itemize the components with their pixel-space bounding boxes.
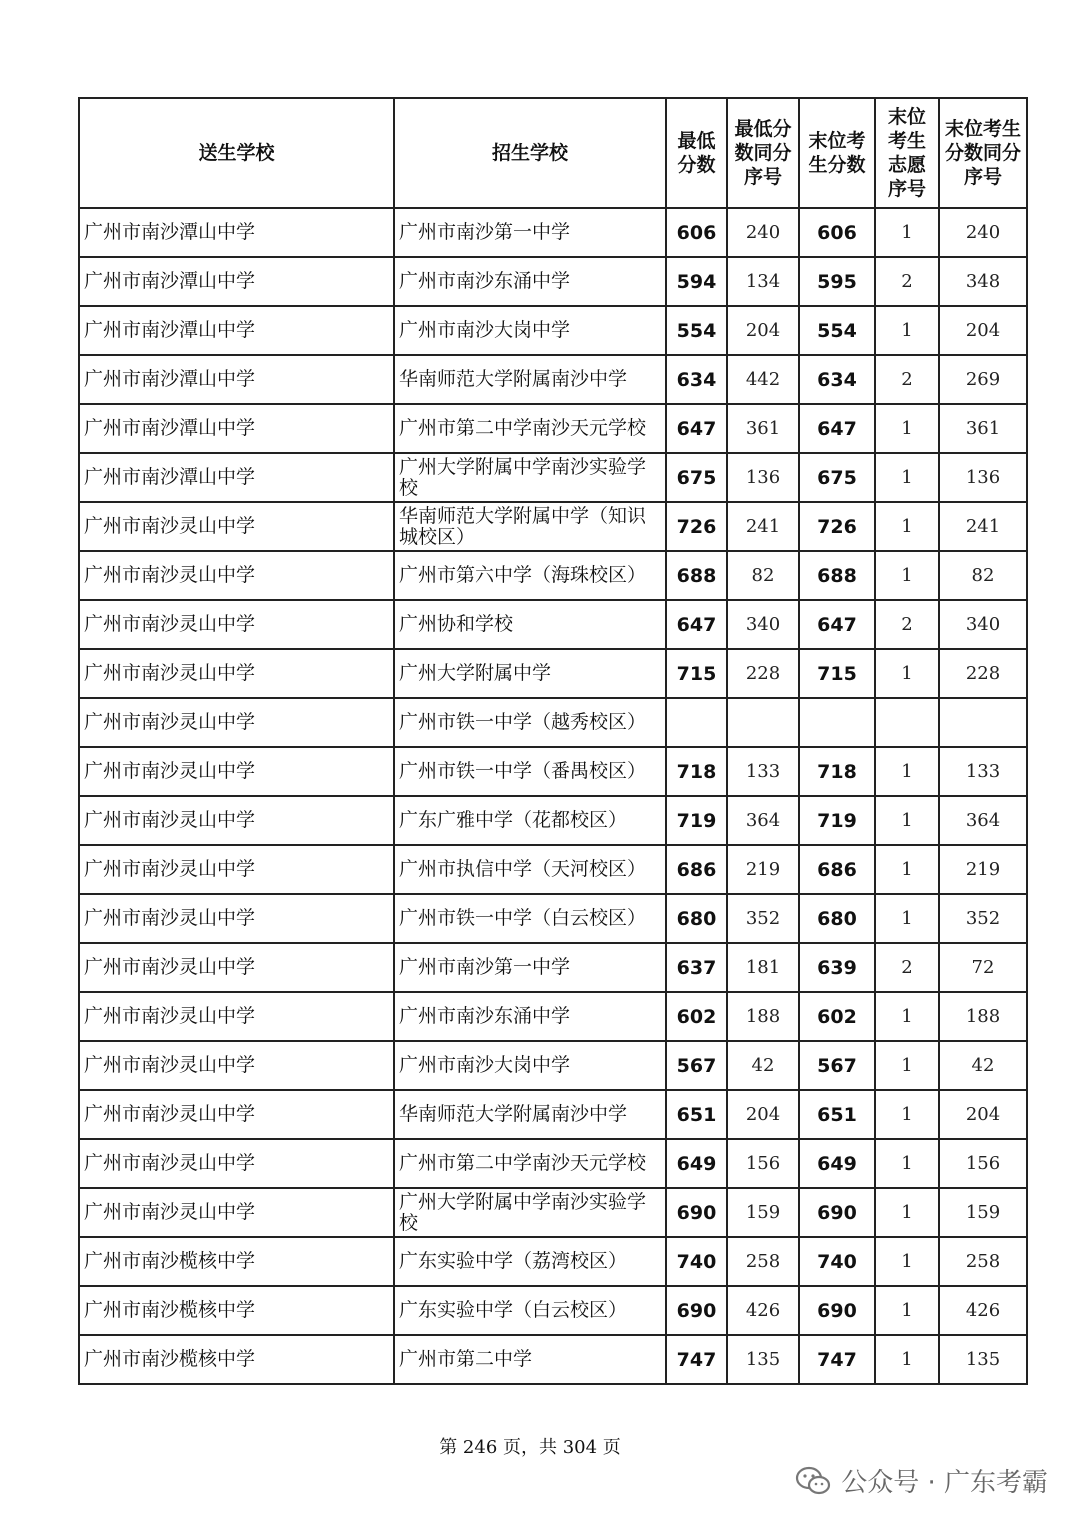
cell-last-student-preference-rank: 1 xyxy=(875,551,939,600)
cell-last-student-tie-rank: 136 xyxy=(939,453,1027,502)
wechat-icon xyxy=(795,1466,831,1496)
cell-sending-school: 广州市南沙灵山中学 xyxy=(79,698,394,747)
cell-sending-school: 广州市南沙灵山中学 xyxy=(79,1041,394,1090)
cell-admitting-school: 广州市铁一中学（白云校区） xyxy=(394,894,666,943)
cell-admitting-school: 广州市南沙大岗中学 xyxy=(394,306,666,355)
cell-min-score: 554 xyxy=(666,306,727,355)
cell-last-student-tie-rank: 364 xyxy=(939,796,1027,845)
cell-min-score-tie-rank: 204 xyxy=(727,306,799,355)
cell-min-score: 606 xyxy=(666,208,727,257)
table-header-row xyxy=(79,98,1027,208)
cell-admitting-school: 广州市铁一中学（番禺校区） xyxy=(394,747,666,796)
cell-sending-school: 广州市南沙潭山中学 xyxy=(79,453,394,502)
table-row xyxy=(79,1188,1027,1237)
table-row xyxy=(79,649,1027,698)
cell-admitting-school: 广州市南沙第一中学 xyxy=(394,208,666,257)
cell-last-student-preference-rank: 1 xyxy=(875,1188,939,1237)
cell-min-score-tie-rank: 159 xyxy=(727,1188,799,1237)
cell-last-student-tie-rank: 240 xyxy=(939,208,1027,257)
cell-last-student-preference-rank: 1 xyxy=(875,796,939,845)
cell-min-score: 686 xyxy=(666,845,727,894)
cell-min-score-tie-rank: 42 xyxy=(727,1041,799,1090)
cell-last-student-preference-rank: 2 xyxy=(875,943,939,992)
cell-last-student-preference-rank: 2 xyxy=(875,600,939,649)
table-row xyxy=(79,1335,1027,1384)
cell-min-score: 719 xyxy=(666,796,727,845)
cell-last-student-score: 567 xyxy=(799,1041,875,1090)
cell-last-student-tie-rank: 42 xyxy=(939,1041,1027,1090)
table-row xyxy=(79,1139,1027,1188)
cell-admitting-school: 广东实验中学（白云校区） xyxy=(394,1286,666,1335)
cell-last-student-tie-rank: 135 xyxy=(939,1335,1027,1384)
cell-sending-school: 广州市南沙灵山中学 xyxy=(79,1139,394,1188)
cell-sending-school: 广州市南沙潭山中学 xyxy=(79,257,394,306)
cell-min-score xyxy=(666,698,727,747)
cell-last-student-preference-rank: 1 xyxy=(875,1041,939,1090)
cell-last-student-score: 647 xyxy=(799,600,875,649)
header-min-score: 最低分数 xyxy=(666,98,727,208)
cell-min-score-tie-rank: 133 xyxy=(727,747,799,796)
cell-min-score-tie-rank: 135 xyxy=(727,1335,799,1384)
header-sending-school: 送生学校 xyxy=(79,98,394,208)
cell-min-score: 690 xyxy=(666,1286,727,1335)
cell-admitting-school: 广州市第二中学 xyxy=(394,1335,666,1384)
watermark-text: 公众号 · 广东考霸 xyxy=(841,1468,1048,1498)
admission-score-table xyxy=(78,97,1028,1385)
cell-last-student-preference-rank: 1 xyxy=(875,649,939,698)
cell-last-student-tie-rank: 188 xyxy=(939,992,1027,1041)
cell-last-student-score: 747 xyxy=(799,1335,875,1384)
cell-min-score-tie-rank: 442 xyxy=(727,355,799,404)
cell-last-student-tie-rank: 228 xyxy=(939,649,1027,698)
cell-min-score: 718 xyxy=(666,747,727,796)
cell-last-student-tie-rank: 269 xyxy=(939,355,1027,404)
table-row xyxy=(79,943,1027,992)
cell-min-score-tie-rank: 181 xyxy=(727,943,799,992)
cell-last-student-preference-rank: 1 xyxy=(875,404,939,453)
cell-last-student-preference-rank: 2 xyxy=(875,355,939,404)
cell-min-score: 690 xyxy=(666,1188,727,1237)
cell-admitting-school: 广州市第二中学南沙天元学校 xyxy=(394,404,666,453)
cell-sending-school: 广州市南沙灵山中学 xyxy=(79,747,394,796)
page-footer xyxy=(0,1433,1080,1459)
cell-last-student-tie-rank: 133 xyxy=(939,747,1027,796)
cell-admitting-school: 广州市第六中学（海珠校区） xyxy=(394,551,666,600)
cell-last-student-score: 595 xyxy=(799,257,875,306)
cell-last-student-score: 680 xyxy=(799,894,875,943)
table-row xyxy=(79,208,1027,257)
cell-min-score-tie-rank: 340 xyxy=(727,600,799,649)
cell-admitting-school: 广州市南沙第一中学 xyxy=(394,943,666,992)
table-row xyxy=(79,698,1027,747)
table-row xyxy=(79,845,1027,894)
cell-sending-school: 广州市南沙榄核中学 xyxy=(79,1237,394,1286)
cell-min-score-tie-rank: 241 xyxy=(727,502,799,551)
cell-last-student-tie-rank: 352 xyxy=(939,894,1027,943)
cell-last-student-score: 690 xyxy=(799,1286,875,1335)
cell-last-student-score: 740 xyxy=(799,1237,875,1286)
cell-last-student-score: 726 xyxy=(799,502,875,551)
cell-min-score-tie-rank: 188 xyxy=(727,992,799,1041)
cell-min-score-tie-rank: 219 xyxy=(727,845,799,894)
cell-admitting-school: 华南师范大学附属中学（知识城校区） xyxy=(394,502,666,551)
cell-min-score: 634 xyxy=(666,355,727,404)
cell-min-score-tie-rank: 82 xyxy=(727,551,799,600)
cell-last-student-preference-rank: 1 xyxy=(875,453,939,502)
cell-sending-school: 广州市南沙潭山中学 xyxy=(79,404,394,453)
table-row xyxy=(79,502,1027,551)
cell-last-student-tie-rank xyxy=(939,698,1027,747)
cell-sending-school: 广州市南沙灵山中学 xyxy=(79,551,394,600)
cell-last-student-score: 688 xyxy=(799,551,875,600)
cell-last-student-preference-rank: 1 xyxy=(875,306,939,355)
cell-last-student-tie-rank: 72 xyxy=(939,943,1027,992)
cell-min-score: 637 xyxy=(666,943,727,992)
cell-min-score-tie-rank: 156 xyxy=(727,1139,799,1188)
cell-last-student-score: 719 xyxy=(799,796,875,845)
cell-last-student-tie-rank: 361 xyxy=(939,404,1027,453)
cell-last-student-score: 715 xyxy=(799,649,875,698)
cell-last-student-tie-rank: 340 xyxy=(939,600,1027,649)
cell-last-student-score: 647 xyxy=(799,404,875,453)
page-number: 第 246 页，共 304 页 xyxy=(439,1437,621,1458)
cell-admitting-school: 广东广雅中学（花都校区） xyxy=(394,796,666,845)
cell-last-student-preference-rank: 1 xyxy=(875,502,939,551)
cell-admitting-school: 华南师范大学附属南沙中学 xyxy=(394,1090,666,1139)
cell-last-student-preference-rank: 1 xyxy=(875,1286,939,1335)
cell-min-score: 747 xyxy=(666,1335,727,1384)
cell-last-student-preference-rank: 1 xyxy=(875,894,939,943)
cell-last-student-tie-rank: 204 xyxy=(939,306,1027,355)
cell-last-student-tie-rank: 426 xyxy=(939,1286,1027,1335)
table-row xyxy=(79,1041,1027,1090)
cell-min-score: 675 xyxy=(666,453,727,502)
table-row xyxy=(79,1286,1027,1335)
header-admitting-school: 招生学校 xyxy=(394,98,666,208)
table-row xyxy=(79,796,1027,845)
table-row xyxy=(79,355,1027,404)
cell-last-student-score: 651 xyxy=(799,1090,875,1139)
table-row xyxy=(79,992,1027,1041)
cell-last-student-preference-rank: 1 xyxy=(875,1139,939,1188)
cell-min-score-tie-rank: 258 xyxy=(727,1237,799,1286)
cell-sending-school: 广州市南沙潭山中学 xyxy=(79,306,394,355)
cell-admitting-school: 广州市第二中学南沙天元学校 xyxy=(394,1139,666,1188)
cell-last-student-tie-rank: 258 xyxy=(939,1237,1027,1286)
cell-last-student-tie-rank: 204 xyxy=(939,1090,1027,1139)
cell-admitting-school: 华南师范大学附属南沙中学 xyxy=(394,355,666,404)
cell-sending-school: 广州市南沙灵山中学 xyxy=(79,992,394,1041)
cell-last-student-score: 602 xyxy=(799,992,875,1041)
cell-admitting-school: 广州市南沙东涌中学 xyxy=(394,992,666,1041)
cell-min-score-tie-rank: 426 xyxy=(727,1286,799,1335)
cell-last-student-score xyxy=(799,698,875,747)
cell-admitting-school: 广州市南沙东涌中学 xyxy=(394,257,666,306)
cell-min-score-tie-rank: 364 xyxy=(727,796,799,845)
cell-last-student-score: 718 xyxy=(799,747,875,796)
table-row xyxy=(79,747,1027,796)
header-min-score-tie-rank: 最低分数同分序号 xyxy=(727,98,799,208)
cell-last-student-tie-rank: 219 xyxy=(939,845,1027,894)
cell-min-score-tie-rank: 134 xyxy=(727,257,799,306)
cell-admitting-school: 广州大学附属中学南沙实验学校 xyxy=(394,1188,666,1237)
cell-sending-school: 广州市南沙灵山中学 xyxy=(79,943,394,992)
cell-sending-school: 广州市南沙潭山中学 xyxy=(79,355,394,404)
cell-last-student-score: 675 xyxy=(799,453,875,502)
cell-sending-school: 广州市南沙榄核中学 xyxy=(79,1335,394,1384)
cell-last-student-preference-rank: 1 xyxy=(875,1090,939,1139)
cell-last-student-preference-rank: 1 xyxy=(875,1335,939,1384)
table-row xyxy=(79,306,1027,355)
cell-admitting-school: 广州协和学校 xyxy=(394,600,666,649)
cell-last-student-score: 634 xyxy=(799,355,875,404)
cell-last-student-preference-rank: 1 xyxy=(875,992,939,1041)
cell-last-student-score: 639 xyxy=(799,943,875,992)
cell-last-student-preference-rank: 1 xyxy=(875,845,939,894)
cell-last-student-tie-rank: 241 xyxy=(939,502,1027,551)
cell-admitting-school: 广州市南沙大岗中学 xyxy=(394,1041,666,1090)
header-last-student-tie-rank: 末位考生分数同分序号 xyxy=(939,98,1027,208)
table-row xyxy=(79,894,1027,943)
cell-sending-school: 广州市南沙灵山中学 xyxy=(79,649,394,698)
table-row xyxy=(79,1090,1027,1139)
cell-min-score: 647 xyxy=(666,600,727,649)
cell-last-student-preference-rank xyxy=(875,698,939,747)
table-row xyxy=(79,1237,1027,1286)
cell-min-score: 726 xyxy=(666,502,727,551)
cell-last-student-score: 606 xyxy=(799,208,875,257)
cell-min-score: 602 xyxy=(666,992,727,1041)
cell-min-score: 680 xyxy=(666,894,727,943)
cell-last-student-score: 686 xyxy=(799,845,875,894)
cell-min-score-tie-rank: 228 xyxy=(727,649,799,698)
cell-min-score: 567 xyxy=(666,1041,727,1090)
cell-min-score: 594 xyxy=(666,257,727,306)
cell-sending-school: 广州市南沙潭山中学 xyxy=(79,208,394,257)
table-body xyxy=(79,208,1027,1384)
cell-last-student-tie-rank: 348 xyxy=(939,257,1027,306)
table-row xyxy=(79,257,1027,306)
cell-last-student-tie-rank: 82 xyxy=(939,551,1027,600)
score-table-container xyxy=(78,97,1026,1385)
cell-min-score: 740 xyxy=(666,1237,727,1286)
cell-last-student-tie-rank: 159 xyxy=(939,1188,1027,1237)
cell-admitting-school: 广州市铁一中学（越秀校区） xyxy=(394,698,666,747)
cell-admitting-school: 广州大学附属中学南沙实验学校 xyxy=(394,453,666,502)
cell-min-score-tie-rank xyxy=(727,698,799,747)
cell-min-score-tie-rank: 240 xyxy=(727,208,799,257)
cell-sending-school: 广州市南沙灵山中学 xyxy=(79,1188,394,1237)
header-last-student-preference-rank: 末位考生志愿序号 xyxy=(875,98,939,208)
cell-sending-school: 广州市南沙榄核中学 xyxy=(79,1286,394,1335)
cell-min-score: 715 xyxy=(666,649,727,698)
cell-sending-school: 广州市南沙灵山中学 xyxy=(79,894,394,943)
cell-min-score-tie-rank: 352 xyxy=(727,894,799,943)
cell-admitting-school: 广州大学附属中学 xyxy=(394,649,666,698)
cell-last-student-preference-rank: 1 xyxy=(875,208,939,257)
table-row xyxy=(79,404,1027,453)
watermark xyxy=(795,1462,1048,1499)
cell-admitting-school: 广州市执信中学（天河校区） xyxy=(394,845,666,894)
cell-min-score: 649 xyxy=(666,1139,727,1188)
table-row xyxy=(79,600,1027,649)
cell-last-student-score: 554 xyxy=(799,306,875,355)
cell-last-student-score: 690 xyxy=(799,1188,875,1237)
cell-last-student-preference-rank: 1 xyxy=(875,1237,939,1286)
cell-sending-school: 广州市南沙灵山中学 xyxy=(79,845,394,894)
table-row xyxy=(79,453,1027,502)
cell-min-score-tie-rank: 136 xyxy=(727,453,799,502)
cell-min-score: 651 xyxy=(666,1090,727,1139)
cell-sending-school: 广州市南沙灵山中学 xyxy=(79,796,394,845)
cell-sending-school: 广州市南沙灵山中学 xyxy=(79,600,394,649)
cell-sending-school: 广州市南沙灵山中学 xyxy=(79,1090,394,1139)
cell-last-student-tie-rank: 156 xyxy=(939,1139,1027,1188)
cell-sending-school: 广州市南沙灵山中学 xyxy=(79,502,394,551)
cell-last-student-score: 649 xyxy=(799,1139,875,1188)
cell-min-score-tie-rank: 361 xyxy=(727,404,799,453)
cell-min-score-tie-rank: 204 xyxy=(727,1090,799,1139)
table-row xyxy=(79,551,1027,600)
cell-min-score: 647 xyxy=(666,404,727,453)
cell-min-score: 688 xyxy=(666,551,727,600)
cell-last-student-preference-rank: 2 xyxy=(875,257,939,306)
header-last-student-score: 末位考生分数 xyxy=(799,98,875,208)
cell-admitting-school: 广东实验中学（荔湾校区） xyxy=(394,1237,666,1286)
cell-last-student-preference-rank: 1 xyxy=(875,747,939,796)
